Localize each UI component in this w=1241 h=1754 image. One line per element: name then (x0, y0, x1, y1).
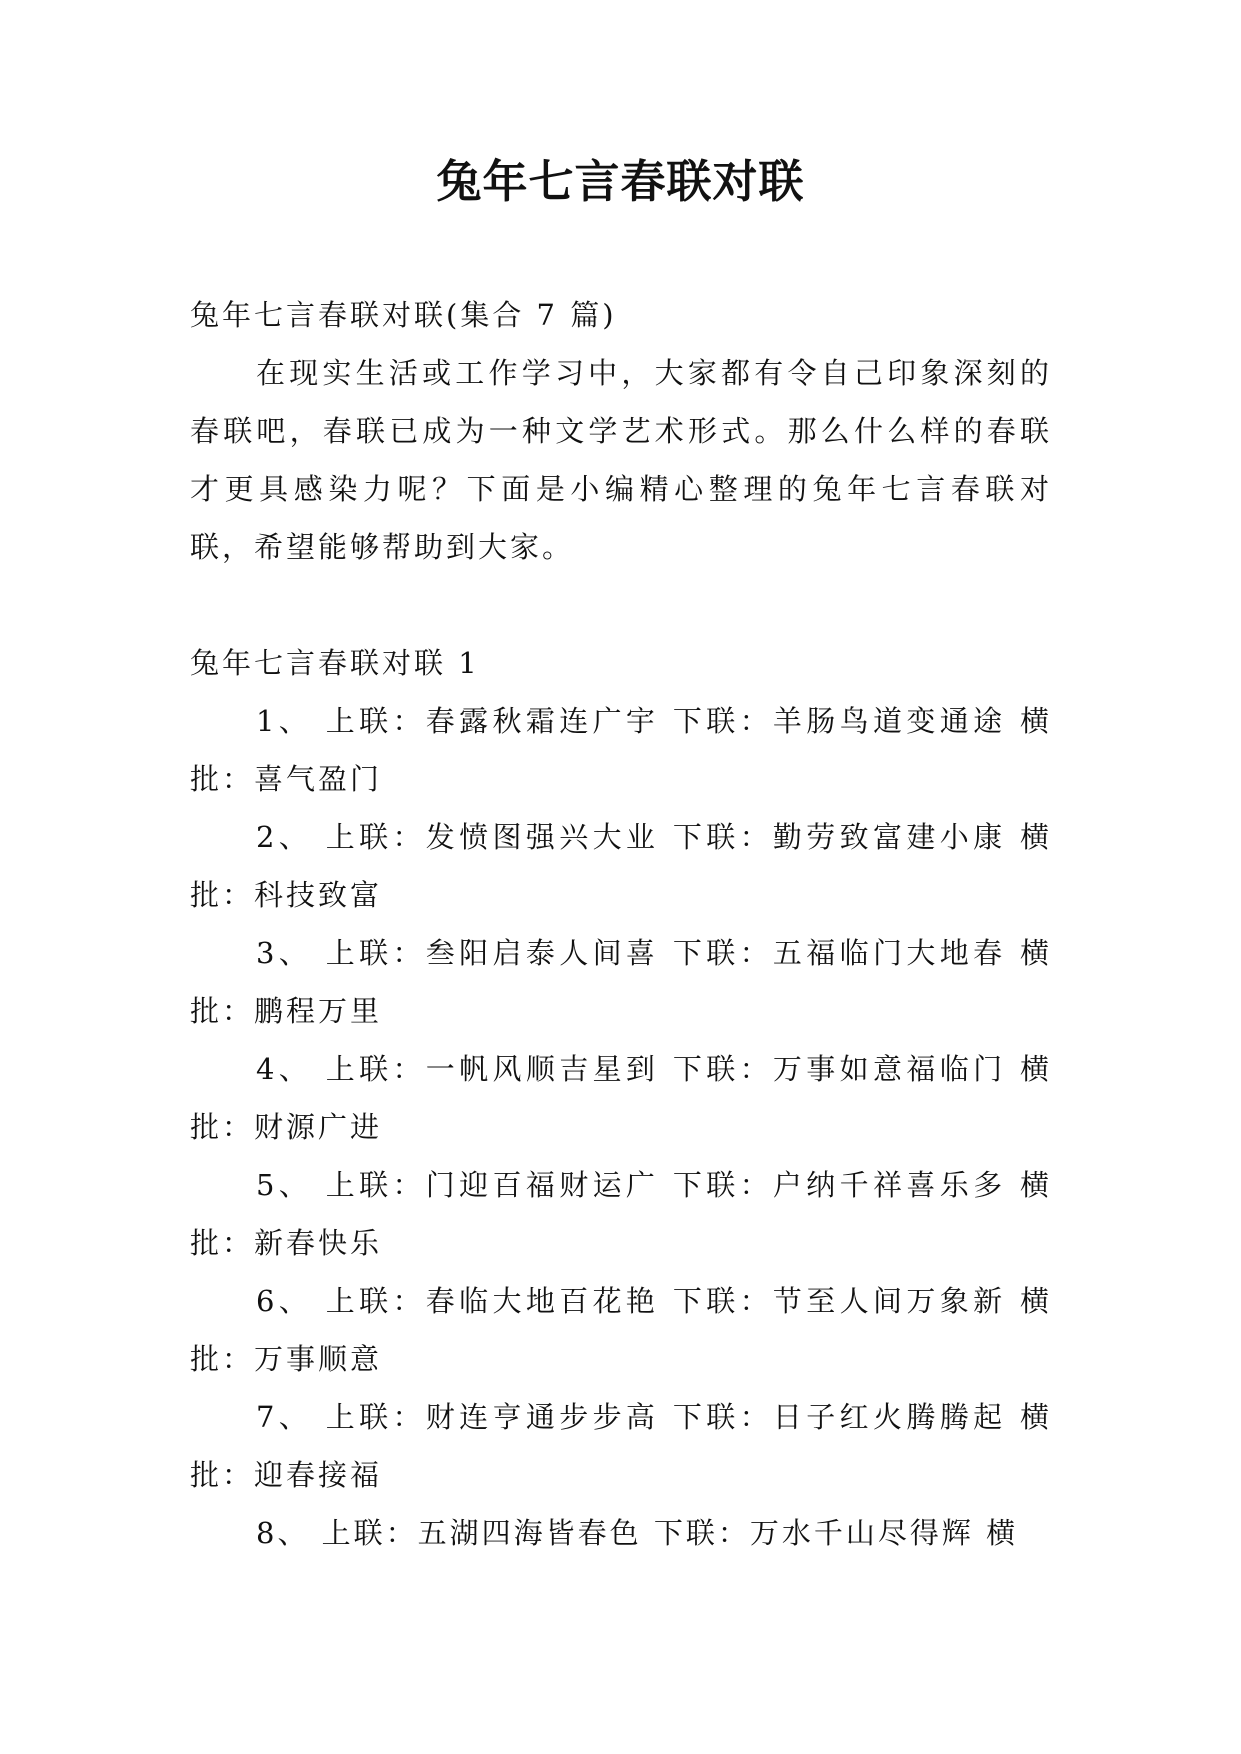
couplet-item: 1、 上联：春露秋霜连广宇 下联：羊肠鸟道变通途 横批：喜气盈门 (190, 704, 1052, 796)
couplet-item: 8、 上联：五湖四海皆春色 下联：万水千山尽得辉 横 (256, 1516, 1019, 1550)
section-heading: 兔年七言春联对联 1 (190, 646, 480, 680)
document-subtitle: 兔年七言春联对联(集合 7 篇) (190, 298, 617, 332)
couplet-item: 3、 上联：叁阳启泰人间喜 下联：五福临门大地春 横批：鹏程万里 (190, 936, 1052, 1028)
couplet-item: 5、 上联：门迎百福财运广 下联：户纳千祥喜乐多 横批：新春快乐 (190, 1168, 1052, 1260)
couplet-list (190, 692, 1052, 1562)
couplet-item: 7、 上联：财连亨通步步高 下联：日子红火腾腾起 横批：迎春接福 (190, 1400, 1052, 1492)
couplet-item: 4、 上联：一帆风顺吉星到 下联：万事如意福临门 横批：财源广进 (190, 1052, 1052, 1144)
couplet-item: 6、 上联：春临大地百花艳 下联：节至人间万象新 横批：万事顺意 (190, 1284, 1052, 1376)
couplet-item: 2、 上联：发愤图强兴大业 下联：勤劳致富建小康 横批：科技致富 (190, 820, 1052, 912)
document-title: 兔年七言春联对联 (436, 155, 805, 208)
intro-paragraph: 在现实生活或工作学习中，大家都有令自己印象深刻的春联吧，春联已成为一种文学艺术形式。那么什么样的春联才更具感染力呢？下面是小编精心整理的兔年七言春联对联，希望能够帮助到大家。 (190, 356, 1052, 564)
